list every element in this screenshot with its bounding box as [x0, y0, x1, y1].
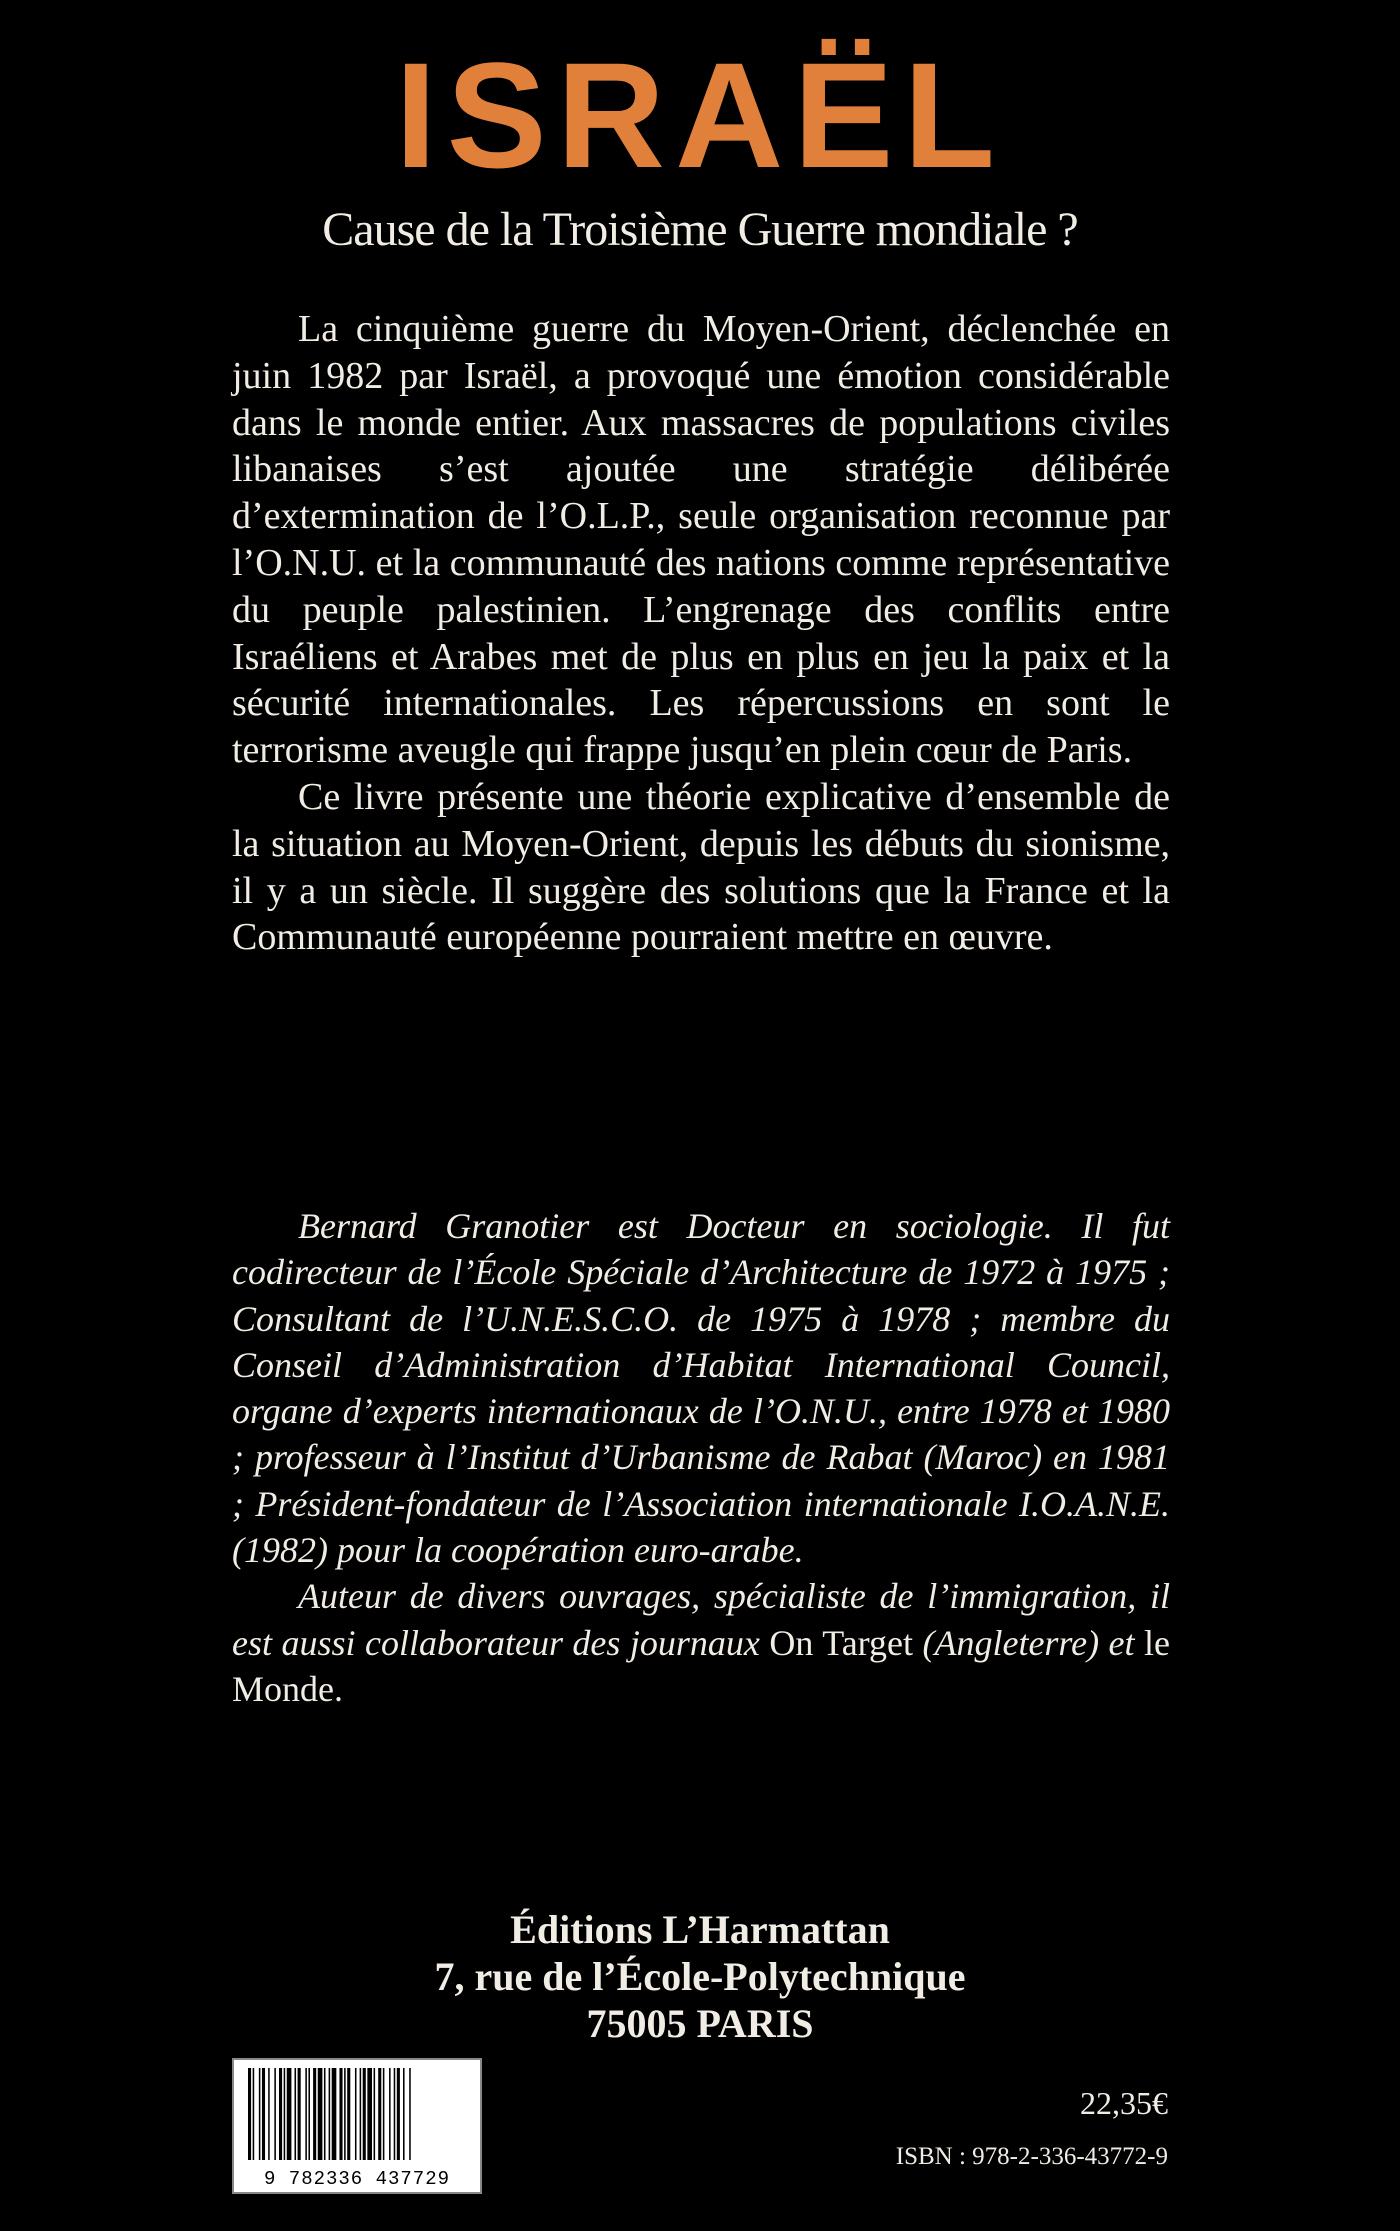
barcode	[232, 2058, 482, 2194]
barcode-bar	[389, 2068, 391, 2160]
barcode-bar	[298, 2068, 301, 2160]
barcode-bar	[383, 2068, 385, 2160]
author-bio	[232, 1203, 1170, 1712]
barcode-bar	[279, 2068, 282, 2160]
book-description	[232, 306, 1170, 961]
barcode-bar	[344, 2068, 346, 2160]
book-title: ISRAËL	[394, 31, 1006, 199]
barcode-bar	[287, 2068, 292, 2160]
barcode-bar	[248, 2068, 251, 2160]
publisher-name: Éditions L’Harmattan	[510, 1907, 890, 1952]
barcode-bar	[339, 2068, 342, 2160]
barcode-bar	[397, 2068, 400, 2160]
barcode-bar	[308, 2068, 310, 2160]
barcode-bar	[284, 2068, 286, 2160]
barcode-bar	[329, 2068, 331, 2160]
barcode-bar	[367, 2068, 372, 2160]
author-bio-paragraph: Bernard Granotier est Docteur en sociologie. Il fut codirecteur de l’École Spéciale d’Architecture de 1972 à 1975 ; Consultant de l’U.N.E.S.C.O. de 1975 à 1978 ; membre du Conseil d’Administration d’Habitat International Council, organe d’experts internationaux de l’O.N.U., entre 1978 et 1980 ; professeur à l’Institut d’Urbanisme de Rabat (Maroc) en 1981 ; Président-fondateur de l’Association internationale I.O.A.N.E. (1982) pour la coopération euro-arabe.	[232, 1206, 1170, 1571]
barcode-bar	[347, 2068, 350, 2160]
isbn: ISBN : 978-2-336-43772-9	[895, 2143, 1168, 2170]
barcode-bar	[374, 2068, 376, 2160]
barcode-bar	[268, 2068, 270, 2160]
barcode-bar	[394, 2068, 396, 2160]
publisher-block	[0, 1906, 1400, 2047]
publisher-street: 7, rue de l’École-Polytechnique	[434, 1954, 966, 1999]
barcode-bar	[295, 2068, 297, 2160]
barcode-bar	[378, 2068, 381, 2160]
newspaper-name: le Monde.	[232, 1622, 1170, 1709]
book-subtitle: Cause de la Troisième Guerre mondiale ?	[322, 203, 1078, 256]
barcode-bar	[332, 2068, 337, 2160]
price: 22,35€	[1080, 2085, 1168, 2121]
publisher-city: 75005 PARIS	[586, 2001, 814, 2046]
barcode-bar	[259, 2068, 261, 2160]
barcode-bar	[360, 2068, 362, 2160]
barcode-bar	[409, 2068, 411, 2160]
newspaper-name: On Target	[769, 1622, 913, 1663]
author-bio-paragraph	[232, 1573, 1170, 1712]
barcode-bar	[355, 2068, 357, 2160]
barcode-bar	[262, 2068, 265, 2160]
barcode-bars-icon	[234, 2060, 480, 2164]
bio-text: Auteur de divers ouvrages, spécialiste de l’immigration, il est aussi collaborateur des journaux	[232, 1576, 1170, 1663]
bio-text: (Angleterre) et	[913, 1622, 1145, 1663]
barcode-bar	[313, 2068, 316, 2160]
description-paragraph: La cinquième guerre du Moyen-Orient, déclenchée en juin 1982 par Israël, a provoqué une émotion considérable dans le monde entier. Aux massacres de populations civiles libanaises s’est ajoutée une stratégie délibérée d’extermination de l’O.L.P., seule organisation reconnue par l’O.N.U. et la communauté des nations comme représentative du peuple palestinien. L’engrenage des conflits entre Israéliens et Arabes met de plus en plus en jeu la paix et la sécurité internationales. Les répercussions en sont le terrorisme aveugle qui frappe jusqu’en plein cœur de Paris.	[232, 308, 1170, 772]
barcode-bar	[274, 2068, 276, 2160]
barcode-number: 9 782336 437729	[263, 2168, 451, 2190]
barcode-bar	[253, 2068, 255, 2160]
barcode-bar	[324, 2068, 326, 2160]
description-paragraph: Ce livre présente une théorie explicative d’ensemble de la situation au Moyen-Orient, depuis les débuts du sionisme, il y a un siècle. Il suggère des solutions que la France et la Communauté européenne pourraient mettre en œuvre.	[232, 775, 1170, 959]
barcode-bar	[318, 2068, 323, 2160]
barcode-bar	[403, 2068, 405, 2160]
barcode-bar	[305, 2068, 307, 2160]
barcode-bar	[363, 2068, 366, 2160]
